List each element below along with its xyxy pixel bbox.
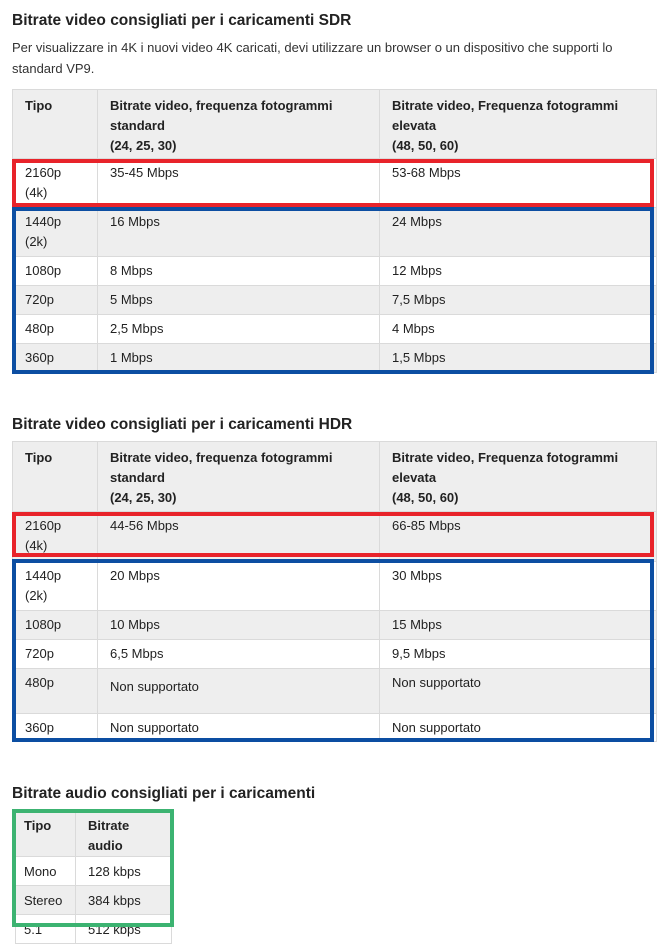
cell-high: 4 Mbps xyxy=(380,315,657,344)
cell-standard: 20 Mbps xyxy=(98,562,380,611)
table-row xyxy=(13,159,657,208)
table-row xyxy=(13,315,657,344)
table-row xyxy=(16,886,172,915)
cell-bitrate: 384 kbps xyxy=(76,886,172,915)
table-row xyxy=(16,857,172,886)
cell-high: 15 Mbps xyxy=(380,611,657,640)
cell-type: 1080p xyxy=(13,611,98,640)
cell-type: 1440p (2k) xyxy=(13,208,98,257)
cell-bitrate: 128 kbps xyxy=(76,857,172,886)
column-header-high-framerate: Bitrate video, Frequenza fotogrammi elevata (48, 50, 60) xyxy=(380,90,657,159)
sdr-intro-text: Per visualizzare in 4K i nuovi video 4K caricati, devi utilizzare un browser o un dispositivo che supporti lo standard VP9. xyxy=(12,40,613,76)
column-header-audio-bitrate: Bitrate audio xyxy=(76,813,172,857)
table-header-row xyxy=(13,90,657,159)
table-row xyxy=(13,714,657,742)
audio-bitrate-table xyxy=(15,812,172,944)
table-row xyxy=(13,512,657,562)
table-row xyxy=(16,915,172,944)
cell-high: 53-68 Mbps xyxy=(380,159,657,208)
cell-type: Stereo xyxy=(16,886,76,915)
cell-bitrate: 512 kbps xyxy=(76,915,172,944)
cell-high: Non supportato xyxy=(380,714,657,742)
cell-type: 480p xyxy=(13,669,98,714)
table-row xyxy=(13,208,657,257)
table-row xyxy=(13,257,657,286)
sdr-section-title: Bitrate video consigliati per i caricamenti SDR xyxy=(12,12,352,29)
table-row xyxy=(13,286,657,315)
table-header-row xyxy=(16,813,172,857)
cell-high: 30 Mbps xyxy=(380,562,657,611)
cell-type: 1440p (2k) xyxy=(13,562,98,611)
table-row xyxy=(13,562,657,611)
table-row xyxy=(13,344,657,373)
cell-type: 480p xyxy=(13,315,98,344)
hdr-bitrate-table xyxy=(12,441,657,742)
cell-type: 720p xyxy=(13,286,98,315)
column-header-high-framerate: Bitrate video, Frequenza fotogrammi elevata (48, 50, 60) xyxy=(380,442,657,512)
cell-standard: 44-56 Mbps xyxy=(98,512,380,562)
cell-standard: 8 Mbps xyxy=(98,257,380,286)
column-header-standard-framerate: Bitrate video, frequenza fotogrammi standard (24, 25, 30) xyxy=(98,442,380,512)
cell-type: 2160p (4k) xyxy=(13,159,98,208)
cell-standard: Non supportato xyxy=(98,714,380,742)
cell-high: Non supportato xyxy=(380,669,657,714)
cell-standard: 2,5 Mbps xyxy=(98,315,380,344)
table-header-row xyxy=(13,442,657,512)
cell-type: 1080p xyxy=(13,257,98,286)
hdr-section-title: Bitrate video consigliati per i caricamenti HDR xyxy=(12,416,353,433)
cell-high: 12 Mbps xyxy=(380,257,657,286)
cell-high: 1,5 Mbps xyxy=(380,344,657,373)
cell-type: Mono xyxy=(16,857,76,886)
table-row xyxy=(13,669,657,714)
audio-section-title: Bitrate audio consigliati per i caricamenti xyxy=(12,785,316,802)
column-header-type: Tipo xyxy=(13,90,98,159)
table-row xyxy=(13,640,657,669)
cell-standard: 16 Mbps xyxy=(98,208,380,257)
table-row xyxy=(13,611,657,640)
cell-high: 9,5 Mbps xyxy=(380,640,657,669)
cell-high: 66-85 Mbps xyxy=(380,512,657,562)
cell-standard: 1 Mbps xyxy=(98,344,380,373)
cell-type: 720p xyxy=(13,640,98,669)
sdr-bitrate-table xyxy=(12,89,657,373)
cell-type: 2160p (4k) xyxy=(13,512,98,562)
column-header-type: Tipo xyxy=(13,442,98,512)
cell-standard: 6,5 Mbps xyxy=(98,640,380,669)
cell-standard: 10 Mbps xyxy=(98,611,380,640)
column-header-type: Tipo xyxy=(16,813,76,857)
cell-high: 7,5 Mbps xyxy=(380,286,657,315)
cell-type: 360p xyxy=(13,344,98,373)
cell-standard: 35-45 Mbps xyxy=(98,159,380,208)
cell-standard: 5 Mbps xyxy=(98,286,380,315)
cell-type: 360p xyxy=(13,714,98,742)
cell-high: 24 Mbps xyxy=(380,208,657,257)
cell-standard: Non supportato xyxy=(98,669,380,714)
cell-type: 5.1 xyxy=(16,915,76,944)
column-header-standard-framerate: Bitrate video, frequenza fotogrammi standard (24, 25, 30) xyxy=(98,90,380,159)
